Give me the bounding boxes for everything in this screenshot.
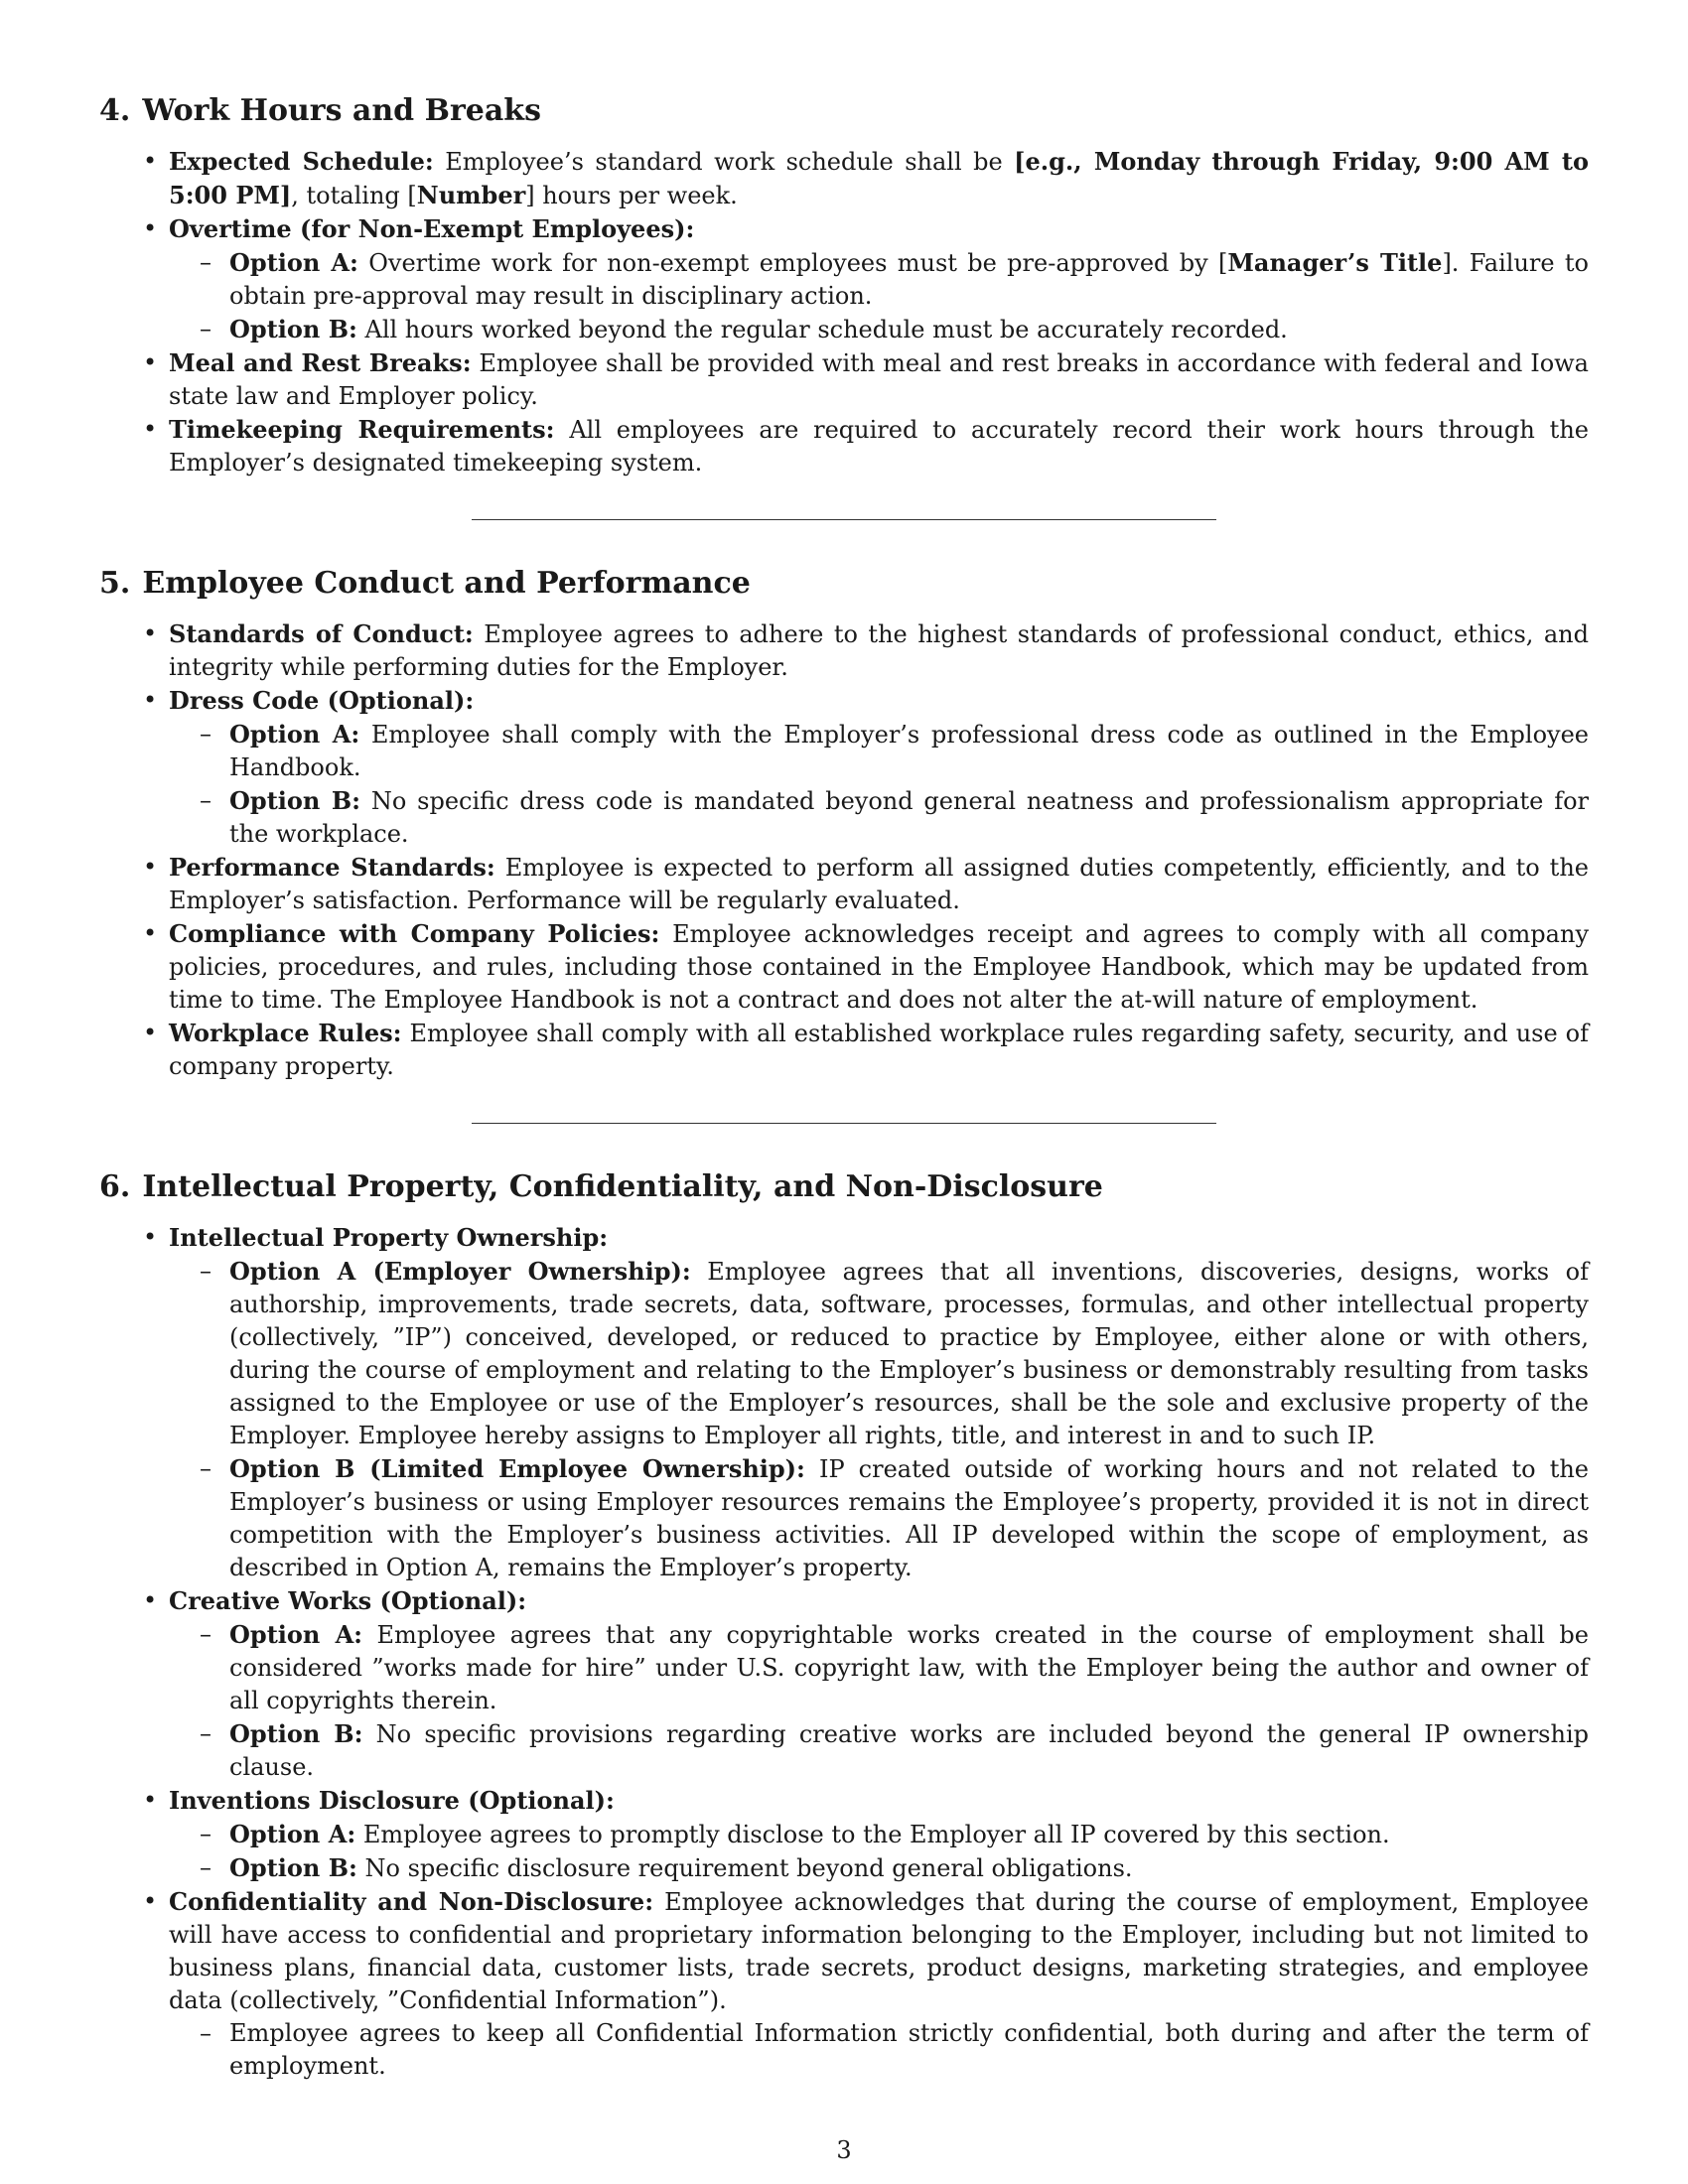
section-divider bbox=[472, 1123, 1216, 1124]
section-heading: 5. Employee Conduct and Performance bbox=[99, 566, 751, 601]
section-heading: 6. Intellectual Property, Confidentiality, and Non-Disclosure bbox=[99, 1169, 1103, 1204]
list-item-inventions-disclosure: • Inventions Disclosure (Optional): – Option A: Employee agrees to promptly disclose to the Employer all IP covered by this section. – Option B: No specific disclosure requirement beyond general obligations. bbox=[169, 1784, 1589, 1885]
section-employee-conduct bbox=[99, 564, 1589, 1083]
list-item-creative-works: • Creative Works (Optional): – Option A: Employee agrees that any copyrightable works created in the course of employment shall be considered ”works made for hire” under U.S. copyright law, with the Employer being the author and owner of all copyrights therein. – Option B: No specific provisions regarding creative works are included beyond the general IP ownership clause. bbox=[169, 1584, 1589, 1784]
list-item-compliance: • Compliance with Company Policies: Employee acknowledges receipt and agrees to comply with all company policies, procedures, and rules, including those contained in the Employee Handbook, which may be updated from time to time. The Employee Handbook is not a contract and does not alter the at-will nature of employment. bbox=[169, 917, 1589, 1017]
sub-list bbox=[169, 1255, 1589, 1584]
list-item-meal-rest-breaks: • Meal and Rest Breaks: Employee shall be provided with meal and rest breaks in accordance with federal and Iowa state law and Employer policy. bbox=[169, 346, 1589, 413]
list-item-confidentiality: • Confidentiality and Non-Disclosure: Employee acknowledges that during the course of employment, Employee will have access to confidential and proprietary information belonging to the Employer, including but not limited to business plans, financial data, customer lists, trade secrets, product designs, marketing strategies, and employee data (collectively, ”Confidential Information”). – Employee agrees to keep all Confidential Information strictly confidential, both during and after the term of employment. bbox=[169, 1885, 1589, 2083]
section-divider bbox=[472, 519, 1216, 520]
sub-item-option-b: – Option B (Limited Employee Ownership): IP created outside of working hours and not related to the Employer’s business or using Employer resources remains the Employee’s property, provided it is not in direct competition with the Employer’s business activities. All IP developed within the scope of employment, as described in Option A, remains the Employer’s property. bbox=[229, 1452, 1589, 1584]
sub-list bbox=[169, 246, 1589, 346]
list-item-workplace-rules: • Workplace Rules: Employee shall comply with all established workplace rules regarding safety, security, and use of company property. bbox=[169, 1017, 1589, 1083]
sub-item-option-b: – Option B: No specific dress code is mandated beyond general neatness and professionalism appropriate for the workplace. bbox=[229, 784, 1589, 851]
list-item-performance-standards: • Performance Standards: Employee is expected to perform all assigned duties competently, efficiently, and to the Employer’s satisfaction. Performance will be regularly evaluated. bbox=[169, 851, 1589, 917]
sub-item-option-a: – Option A (Employer Ownership): Employee agrees that all inventions, discoveries, designs, works of authorship, improvements, trade secrets, data, software, processes, formulas, and other intellectual property (collectively, ”IP”) conceived, developed, or reduced to practice by Employee, either alone or with others, during the course of employment and relating to the Employer’s business or demonstrably resulting from tasks assigned to the Employee or use of the Employer’s resources, shall be the sole and exclusive property of the Employer. Employee hereby assigns to Employer all rights, title, and interest in and to such IP. bbox=[229, 1255, 1589, 1452]
bullet-list bbox=[99, 1221, 1589, 2083]
sub-list bbox=[169, 2017, 1589, 2083]
list-item-standards-of-conduct: • Standards of Conduct: Employee agrees to adhere to the highest standards of professional conduct, ethics, and integrity while performing duties for the Employer. bbox=[169, 617, 1589, 684]
bullet-list bbox=[99, 145, 1589, 479]
list-item-overtime: • Overtime (for Non-Exempt Employees): – Option A: Overtime work for non-exempt employees must be pre-approved by [Manager’s Title]. Failure to obtain pre-approval may result in disciplinary action. – Option B: All hours worked beyond the regular schedule must be accurately recorded. bbox=[169, 212, 1589, 346]
list-item-expected-schedule: • Expected Schedule: Employee’s standard work schedule shall be [e.g., Monday through Friday, 9:00 AM to 5:00 PM], totaling [Number] hours per week. bbox=[169, 145, 1589, 212]
list-item-dress-code: • Dress Code (Optional): – Option A: Employee shall comply with the Employer’s professional dress code as outlined in the Employee Handbook. – Option B: No specific dress code is mandated beyond general neatness and professionalism appropriate for the workplace. bbox=[169, 684, 1589, 851]
section-work-hours bbox=[99, 91, 1589, 479]
section-intellectual-property bbox=[99, 1167, 1589, 2083]
page-number: 3 bbox=[836, 2136, 852, 2164]
list-item-ip-ownership: • Intellectual Property Ownership: – Option A (Employer Ownership): Employee agrees that all inventions, discoveries, designs, works of authorship, improvements, trade secrets, data, software, processes, formulas, and other intellectual property (collectively, ”IP”) conceived, developed, or reduced to practice by Employee, either alone or with others, during the course of employment and relating to the Employer’s business or demonstrably resulting from tasks assigned to the Employee or use of the Employer’s resources, shall be the sole and exclusive property of the Employer. Employee hereby assigns to Employer all rights, title, and interest in and to such IP. – Option B (Limited Employee Ownership): IP created outside of working hours and not related to the Employer’s business or using Employer resources remains the Employee’s property, provided it is not in direct competition with the Employer’s business activities. All IP developed within the scope of employment, as described in Option A, remains the Employer’s property. bbox=[169, 1221, 1589, 1584]
sub-item-option-b: – Option B: No specific provisions regarding creative works are included beyond the general IP ownership clause. bbox=[229, 1717, 1589, 1784]
sub-list bbox=[169, 1818, 1589, 1885]
section-heading: 4. Work Hours and Breaks bbox=[99, 93, 541, 128]
sub-item-option-a: – Option A: Employee shall comply with the Employer’s professional dress code as outlined in the Employee Handbook. bbox=[229, 718, 1589, 784]
list-item-timekeeping: • Timekeeping Requirements: All employees are required to accurately record their work hours through the Employer’s designated timekeeping system. bbox=[169, 413, 1589, 479]
sub-list bbox=[169, 718, 1589, 851]
sub-item-option-b: – Option B: No specific disclosure requirement beyond general obligations. bbox=[229, 1851, 1589, 1885]
sub-item-option-a: – Option A: Employee agrees to promptly disclose to the Employer all IP covered by this section. bbox=[229, 1818, 1589, 1851]
bullet-list bbox=[99, 617, 1589, 1083]
sub-item-confidentiality-term: – Employee agrees to keep all Confidential Information strictly confidential, both during and after the term of employment. bbox=[229, 2017, 1589, 2083]
sub-item-option-a: – Option A: Overtime work for non-exempt employees must be pre-approved by [Manager’s Title]. Failure to obtain pre-approval may result in disciplinary action. bbox=[229, 246, 1589, 313]
sub-item-option-a: – Option A: Employee agrees that any copyrightable works created in the course of employment shall be considered ”works made for hire” under U.S. copyright law, with the Employer being the author and owner of all copyrights therein. bbox=[229, 1618, 1589, 1717]
sub-item-option-b: – Option B: All hours worked beyond the regular schedule must be accurately recorded. bbox=[229, 313, 1589, 346]
document-page bbox=[99, 91, 1589, 2083]
sub-list bbox=[169, 1618, 1589, 1784]
